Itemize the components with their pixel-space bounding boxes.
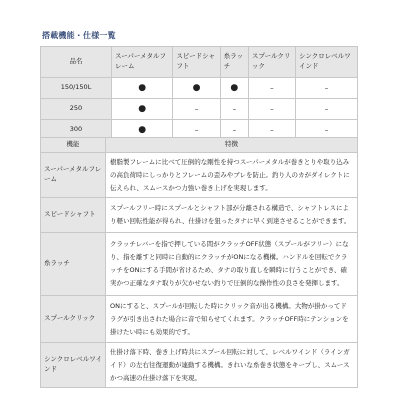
feature-header: 特徴	[106, 138, 358, 153]
model-cell: 300	[41, 120, 112, 141]
feature-name: 糸ラッチ	[41, 233, 106, 296]
feature-row	[41, 198, 358, 233]
spec-cell: –	[220, 120, 248, 141]
spec-cell: –	[248, 120, 295, 141]
spec-cell: –	[296, 78, 358, 99]
spec-header-row	[41, 47, 358, 78]
feature-row	[41, 343, 358, 388]
spec-cell: ●	[173, 78, 220, 99]
feature-name: シンクロレベルワインド	[41, 343, 106, 388]
model-header: 品名	[41, 47, 112, 78]
feature-row	[41, 296, 358, 343]
feature-row	[41, 153, 358, 198]
col-spool-click: スプールクリック	[248, 47, 295, 78]
spec-cell: ●	[112, 99, 173, 120]
col-speed-shaft: スピードシャフト	[173, 47, 220, 78]
feature-description: ONにすると、スプールが回転した時にクリック音が出る機構。大物が掛かってドラグが引き出された場合に音で知らせてくれます。クラッチOFF時にテンションを掛けたい時にも効果的です。	[106, 296, 358, 343]
function-header: 機能	[41, 138, 106, 153]
feature-description: スプールフリー時にスプールとシャフト部が分離される構造で、シャフトレスにより軽い回転性能が得られ、仕掛けを狙ったタナに早く到達させることができます。	[106, 198, 358, 233]
spec-cell: –	[248, 99, 295, 120]
spec-cell: ●	[220, 78, 248, 99]
model-cell: 150/150L	[41, 78, 112, 99]
feature-description: 樹脂製フレームに比べて圧倒的な剛性を持つスーパーメタルが巻きとりや取り込みの高負荷時にしっかりとフレームの歪みやブレを防止。釣り人のカがダイレクトに伝えられ、スムースかつ力強い巻き上げを実現します。	[106, 153, 358, 198]
spec-table	[40, 46, 358, 141]
model-cell: 250	[41, 99, 112, 120]
spec-cell: –	[173, 120, 220, 141]
feature-name: スーパーメタルフレーム	[41, 153, 106, 198]
spec-cell: –	[173, 99, 220, 120]
feature-name: スピードシャフト	[41, 198, 106, 233]
feature-name: スプールクリック	[41, 296, 106, 343]
feature-header-row	[41, 138, 358, 153]
spec-cell: –	[248, 78, 295, 99]
spec-cell: –	[220, 99, 248, 120]
col-super-metal-frame: スーパーメタルフレーム	[112, 47, 173, 78]
spec-row	[41, 99, 358, 120]
spec-cell: ●	[112, 120, 173, 141]
feature-table	[40, 137, 358, 388]
spec-cell: –	[296, 120, 358, 141]
feature-description: 仕掛け落下時、巻き上げ時共にスプール回転に対して、レベルワインド（ラインガイド）の左右往復運動が連動する機構。きれいな糸巻き状態をキープし、スムースかつ高速の仕掛け落下を実現。	[106, 343, 358, 388]
feature-row	[41, 233, 358, 296]
col-synchro-level-wind: シンクロレベルワインド	[296, 47, 358, 78]
spec-cell: –	[296, 99, 358, 120]
spec-row	[41, 78, 358, 99]
col-itohook-clutch: 糸ラッチ	[220, 47, 248, 78]
page-heading: 搭載機能・仕様一覧	[42, 31, 116, 40]
feature-description: クラッチレバーを指で押している間がクラッチOFF状態（スプールがフリー）になり、指を離すと同時に自動的にクラッチがONになる機構。ハンドルを回転でクラッチをONにする手間が省けるため、タナの取り直しを瞬時に行うことができ、確実かつ正確なタナ取りが欠かせない釣りで圧倒的な操作性の良さを発揮します。	[106, 233, 358, 296]
spec-cell: ●	[112, 78, 173, 99]
